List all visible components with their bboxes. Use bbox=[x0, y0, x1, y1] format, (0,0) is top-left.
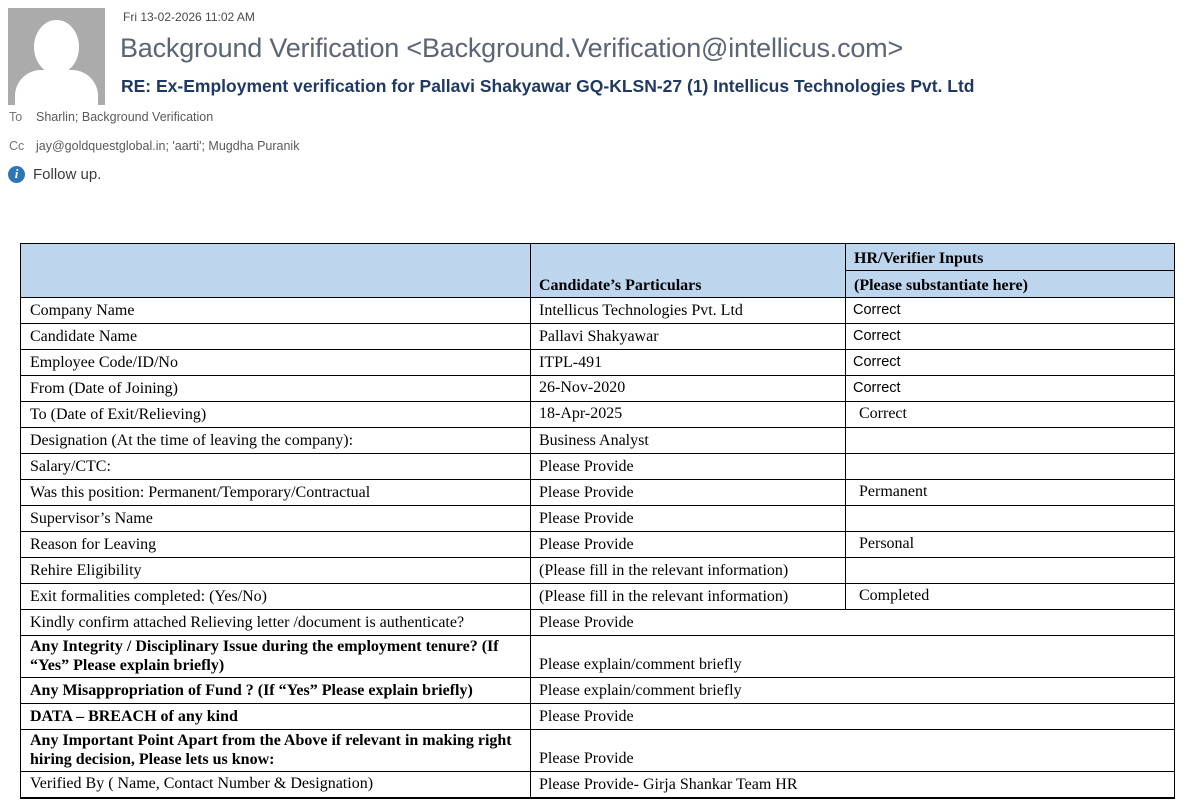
table-row bbox=[21, 636, 1175, 678]
table-row bbox=[21, 350, 1175, 376]
header-empty-cell bbox=[21, 244, 531, 298]
table-row bbox=[21, 772, 1175, 798]
row-label: From (Date of Joining) bbox=[21, 376, 531, 402]
table-row bbox=[21, 376, 1175, 402]
row-candidate-value: ITPL-491 bbox=[531, 350, 846, 376]
row-hr-verifier-input: Correct bbox=[846, 324, 1175, 350]
row-label: Any Integrity / Disciplinary Issue during the employment tenure? (If “Yes” Please explain briefly) bbox=[21, 636, 531, 678]
table-row bbox=[21, 324, 1175, 350]
row-hr-verifier-input: Correct bbox=[846, 350, 1175, 376]
row-candidate-value: Please explain/comment briefly bbox=[531, 636, 1175, 678]
person-icon bbox=[34, 20, 79, 74]
person-icon-body bbox=[15, 70, 98, 105]
sender-address[interactable]: Background Verification <Background.Verification@intellicus.com> bbox=[120, 33, 904, 63]
row-label: Designation (At the time of leaving the company): bbox=[21, 428, 531, 454]
row-hr-verifier-input bbox=[846, 506, 1175, 532]
row-candidate-value: 26-Nov-2020 bbox=[531, 376, 846, 402]
row-candidate-value: Please Provide- Girja Shankar Team HR bbox=[531, 772, 1175, 798]
row-hr-verifier-input: Completed bbox=[846, 584, 1175, 610]
header-substantiate: (Please substantiate here) bbox=[846, 271, 1175, 298]
row-label: Reason for Leaving bbox=[21, 532, 531, 558]
row-candidate-value: Please Provide bbox=[531, 506, 846, 532]
table-row bbox=[21, 506, 1175, 532]
row-candidate-value: Business Analyst bbox=[531, 428, 846, 454]
verification-table-body bbox=[21, 244, 1175, 798]
row-hr-verifier-input: Permanent bbox=[846, 480, 1175, 506]
row-hr-verifier-input bbox=[846, 428, 1175, 454]
sender-avatar[interactable] bbox=[8, 8, 105, 105]
row-candidate-value: 18-Apr-2025 bbox=[531, 402, 846, 428]
table-row bbox=[21, 298, 1175, 324]
row-label: Verified By ( Name, Contact Number & Designation) bbox=[21, 772, 531, 798]
row-label: Exit formalities completed: (Yes/No) bbox=[21, 584, 531, 610]
row-label: Supervisor’s Name bbox=[21, 506, 531, 532]
row-label: Employee Code/ID/No bbox=[21, 350, 531, 376]
info-icon: i bbox=[8, 166, 25, 183]
row-candidate-value: Please Provide bbox=[531, 454, 846, 480]
verification-table bbox=[20, 243, 1175, 799]
email-timestamp: Fri 13-02-2026 11:02 AM bbox=[123, 10, 255, 24]
table-row bbox=[21, 678, 1175, 704]
row-candidate-value: (Please fill in the relevant information) bbox=[531, 558, 846, 584]
email-subject: RE: Ex-Employment verification for Pallavi Shakyawar GQ-KLSN-27 (1) Intellicus Technologies Pvt. Ltd bbox=[121, 76, 975, 96]
to-label: To bbox=[9, 110, 23, 124]
row-label: To (Date of Exit/Relieving) bbox=[21, 402, 531, 428]
row-candidate-value: Pallavi Shakyawar bbox=[531, 324, 846, 350]
followup-status bbox=[8, 166, 101, 183]
row-candidate-value: Please Provide bbox=[531, 704, 1175, 730]
cc-recipients[interactable]: jay@goldquestglobal.in; 'aarti'; Mugdha Puranik bbox=[36, 139, 300, 153]
row-hr-verifier-input: Correct bbox=[846, 402, 1175, 428]
header-hr-verifier-inputs: HR/Verifier Inputs bbox=[846, 244, 1175, 271]
row-label: Salary/CTC: bbox=[21, 454, 531, 480]
row-candidate-value: Please Provide bbox=[531, 610, 1175, 636]
table-row bbox=[21, 480, 1175, 506]
table-header-row-1 bbox=[21, 244, 1175, 271]
followup-text: Follow up. bbox=[33, 166, 102, 183]
row-candidate-value: Please Provide bbox=[531, 532, 846, 558]
row-label: Kindly confirm attached Relieving letter /document is authenticate? bbox=[21, 610, 531, 636]
table-row bbox=[21, 730, 1175, 772]
table-row bbox=[21, 584, 1175, 610]
row-candidate-value: Please Provide bbox=[531, 730, 1175, 772]
cc-label: Cc bbox=[9, 139, 25, 153]
row-label: Any Important Point Apart from the Above if relevant in making right hiring decision, Please lets us know: bbox=[21, 730, 531, 772]
row-candidate-value: Please Provide bbox=[531, 480, 846, 506]
row-label: Candidate Name bbox=[21, 324, 531, 350]
row-candidate-value: (Please fill in the relevant information) bbox=[531, 584, 846, 610]
row-candidate-value: Please explain/comment briefly bbox=[531, 678, 1175, 704]
table-row bbox=[21, 610, 1175, 636]
table-row bbox=[21, 402, 1175, 428]
row-label: DATA – BREACH of any kind bbox=[21, 704, 531, 730]
table-row bbox=[21, 704, 1175, 730]
table-row bbox=[21, 558, 1175, 584]
row-hr-verifier-input bbox=[846, 558, 1175, 584]
row-hr-verifier-input bbox=[846, 454, 1175, 480]
row-hr-verifier-input: Correct bbox=[846, 298, 1175, 324]
table-row bbox=[21, 532, 1175, 558]
row-label: Was this position: Permanent/Temporary/Contractual bbox=[21, 480, 531, 506]
row-label: Company Name bbox=[21, 298, 531, 324]
row-hr-verifier-input: Correct bbox=[846, 376, 1175, 402]
table-row bbox=[21, 428, 1175, 454]
to-recipients[interactable]: Sharlin; Background Verification bbox=[36, 110, 214, 124]
row-label: Any Misappropriation of Fund ? (If “Yes” Please explain briefly) bbox=[21, 678, 531, 704]
row-label: Rehire Eligibility bbox=[21, 558, 531, 584]
header-candidate-particulars: Candidate’s Particulars bbox=[531, 244, 846, 298]
row-hr-verifier-input: Personal bbox=[846, 532, 1175, 558]
row-candidate-value: Intellicus Technologies Pvt. Ltd bbox=[531, 298, 846, 324]
table-row bbox=[21, 454, 1175, 480]
